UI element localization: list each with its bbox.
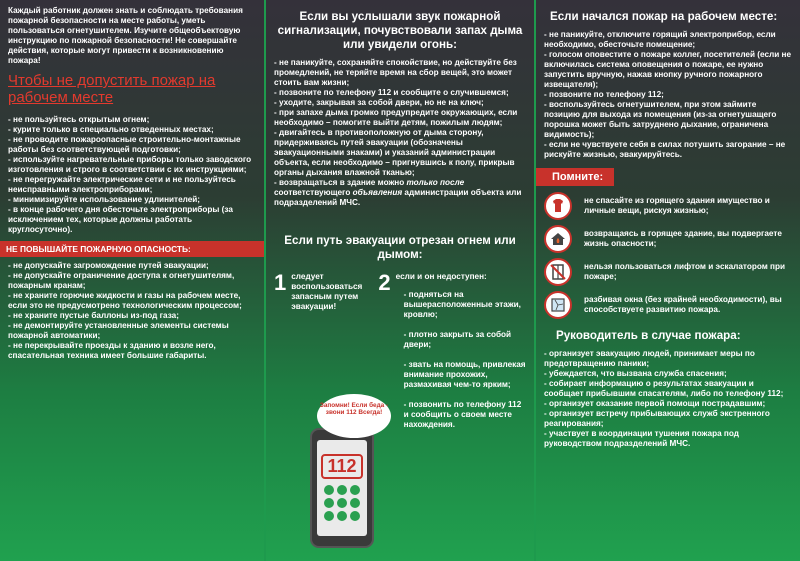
intro-text: Каждый работник должен знать и соблюдать требования пожарной безопасности на месте работы, уметь пользоваться огнетушителем. Изучите общеобъектовую инструкцию по пожарной безопасности! Не совершайте действия, которые могут привести к возникновению пожара!: [8, 6, 243, 65]
house-fire-icon: [544, 225, 572, 253]
remember-item: нельзя пользоваться лифтом и эскалатором при пожаре;: [544, 258, 792, 286]
phone-illustration: [310, 428, 374, 548]
blocked-heading: Если путь эвакуации отрезан огнем или дымом:: [284, 233, 516, 261]
reminder-bubble: Запомни! Если беда - звони 112 Всегда!: [317, 394, 391, 438]
remember-item: не спасайте из горящего здания имущество и личные вещи, рискуя жизнью;: [544, 192, 792, 220]
fire-heading: Если начался пожар на рабочем месте:: [550, 10, 778, 23]
alarm-list: - не паникуйте, сохраняйте спокойствие, но действуйте без промедлений, не теряйте время на сбор вещей, это может стоить вам жизни; - позвоните по телефону 112 и сообщите о случившемся; - уходите, закрывая за собой двери, но не на ключ; - при запахе дыма громко предупредите окружающих, если необходимо – помогите выйти детям, пожилым людям; - двигайтесь в противоположную от дыма сторону, придерживаясь путей эвакуации (обозначены эвакуационными знаками) и указаний администрации объекта, если необходимо – пригнувшись к полу, прикрыв органы дыхания влажной тканью; - возвращаться в здание можно только после соответствующего объявления администрации объекта или подразделений МЧС.: [274, 57, 522, 207]
fire-list: - не паникуйте, отключите горящий электроприбор, если необходимо, обесточьте помещение; - голосом оповестите о пожаре коллег, посетителей (если не включилась система оповещения о пожаре, ее нужно запустить вручную, нажав кнопку ручного пожарного извещателя); - позвоните по телефону 112; - воспользуйтесь огнетушителем, при этом займите позицию для выхода из помещения (из-за огнетушащего порошка может быть затруднено дыхание, ограничена видимость); - если не чувствуете себя в силах потушить загорание – не рискуйте жизнью, эвакуируйтесь.: [544, 29, 792, 159]
broken-window-icon: [544, 291, 572, 319]
remember-item: разбивая окна (без крайней необходимости), вы способствуете развитию пожара.: [544, 291, 792, 319]
step-number-1: 1: [274, 269, 287, 295]
phone-number: 112: [321, 454, 363, 479]
step-number-2: 2: [378, 269, 391, 295]
manager-heading: Руководитель в случае пожара:: [556, 328, 741, 342]
alarm-heading: Если вы услышали звук пожарной сигнализации, почувствовали запах дыма или увидели огонь:: [277, 10, 523, 51]
step-two: [378, 269, 526, 430]
step-one-text: следует воспользоваться запасным путем эвакуации!: [291, 271, 363, 311]
elevator-icon: [544, 258, 572, 286]
step-two-list: - подняться на вышерасположенные этажи, кровлю; - плотно закрыть за собой двери; - звать на помощь, привлекая внимание прохожих, размахивая чем-то ярким; - позвонить по телефону 112 и сообщить о своем месте нахождения.: [403, 289, 526, 429]
step-two-text: если и он недоступен:: [395, 271, 487, 281]
prevention-list: - не пользуйтесь открытым огнем; - курите только в специально отведенных местах; - не проводите пожароопасные строительно-монтажные работы без соответствующей подготовки; - используйте нагревательные приборы только заводского изготовления и строго в соответствии с их инструкциями; - не перегружайте электрические сети и не пользуйтесь неисправными электроприборами; - минимизируйте использование удлинителей; - в конце рабочего дня обесточьте электроприборы (за исключением тех, которые должны работать круглосуточно).: [8, 114, 252, 234]
column-left: [0, 0, 264, 561]
remember-item: возвращаясь в горящее здание, вы подвергаете жизнь опасности;: [544, 225, 792, 253]
main-title: Чтобы не допустить пожар на рабочем месте: [8, 72, 216, 107]
column-middle: [266, 0, 534, 561]
danger-list: - не допускайте загромождение путей эвакуации; - не допускайте ограничение доступа к огнетушителям, пожарным кранам; - не храните горючие жидкости и газы на рабочем месте, если это не предусмотрено технологическим процессом; - не храните пустые баллоны из-под газа; - не демонтируйте установленные элементы системы пожарной автоматики; - не перекрывайте проезды к зданию и возле него, спасательная техника имеет большие габариты.: [8, 260, 242, 360]
phone-keypad: [317, 485, 367, 521]
danger-banner: НЕ ПОВЫШАЙТЕ ПОЖАРНУЮ ОПАСНОСТЬ:: [0, 241, 264, 257]
remember-banner: Помните:: [536, 168, 614, 186]
clothes-fire-icon: [544, 192, 572, 220]
column-right: [536, 0, 800, 561]
manager-list: - организует эвакуацию людей, принимает меры по предотвращению паники; - убеждается, что вызвана служба спасения; - собирает информацию о результатах эвакуации и сообщает прибывшим спасателям, либо по телефону 112; - организует оказание первой помощи пострадавшим; - организует встречу прибывающих служб экстренного реагирования; - участвует в координации тушения пожара под руководством подразделений МЧС.: [544, 348, 784, 448]
